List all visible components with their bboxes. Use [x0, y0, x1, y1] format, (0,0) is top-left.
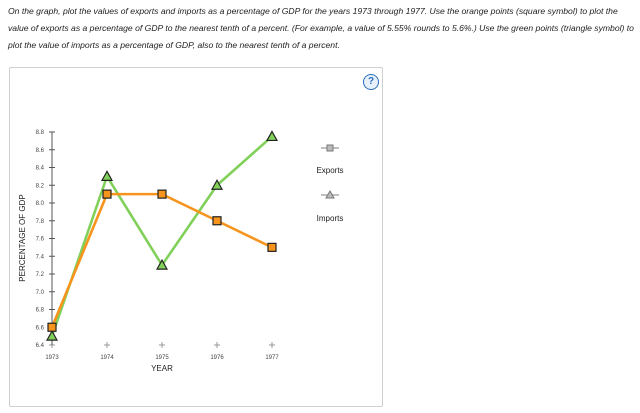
y-tick-label: 6.6: [35, 325, 44, 332]
x-tick-label: 1973: [45, 355, 59, 361]
x-axis-ticks: [45, 342, 279, 361]
imports-point[interactable]: [102, 171, 112, 180]
legend-exports-marker[interactable]: [327, 145, 333, 151]
x-tick-label: 1977: [265, 355, 279, 361]
legend-label: Exports: [316, 166, 344, 175]
y-tick-label: 8.6: [35, 147, 44, 154]
y-tick-label: 7.0: [35, 289, 44, 296]
exports-point[interactable]: [213, 217, 221, 225]
y-tick-label: 7.6: [35, 236, 44, 243]
imports-point[interactable]: [47, 331, 57, 340]
x-tick-label: 1974: [100, 355, 114, 361]
imports-point[interactable]: [267, 131, 277, 140]
legend: [316, 145, 343, 223]
exports-point[interactable]: [103, 190, 111, 198]
y-tick-label: 8.2: [35, 183, 44, 190]
y-axis-label: PERCENTAGE OF GDP: [18, 194, 27, 282]
legend-label: Imports: [316, 214, 344, 223]
y-tick-label: 6.8: [35, 307, 44, 314]
x-tick-label: 1975: [155, 355, 169, 361]
instructions-text: On the graph, plot the values of exports and imports as a percentage of GDP for the years 1973 through 1977. Use the orange points (square symbol) to plot the value of exports as a percentage of GDP to the nearest tenth of a percent. (For example, a value of 5.55% rounds to 5.6%.) Use the green points (triangle symbol) to plot the value of imports as a percentage of GDP, also to the nearest tenth of a percent.: [8, 6, 634, 50]
y-tick-label: 7.8: [35, 218, 44, 225]
exports-point[interactable]: [268, 243, 276, 251]
y-tick-label: 6.4: [35, 343, 44, 349]
y-tick-label: 7.4: [35, 254, 44, 261]
y-tick-label: 8.4: [35, 165, 44, 172]
y-tick-label: 7.2: [35, 272, 44, 278]
y-tick-label: 8.8: [35, 130, 44, 136]
exports-point[interactable]: [48, 323, 56, 331]
y-tick-label: 8.0: [35, 201, 44, 207]
imports-line: [52, 136, 272, 336]
x-axis-label: YEAR: [151, 364, 173, 373]
help-button[interactable]: ?: [363, 74, 379, 90]
x-tick-label: 1976: [210, 355, 224, 361]
exports-point[interactable]: [158, 190, 166, 198]
series-group: [47, 131, 277, 340]
